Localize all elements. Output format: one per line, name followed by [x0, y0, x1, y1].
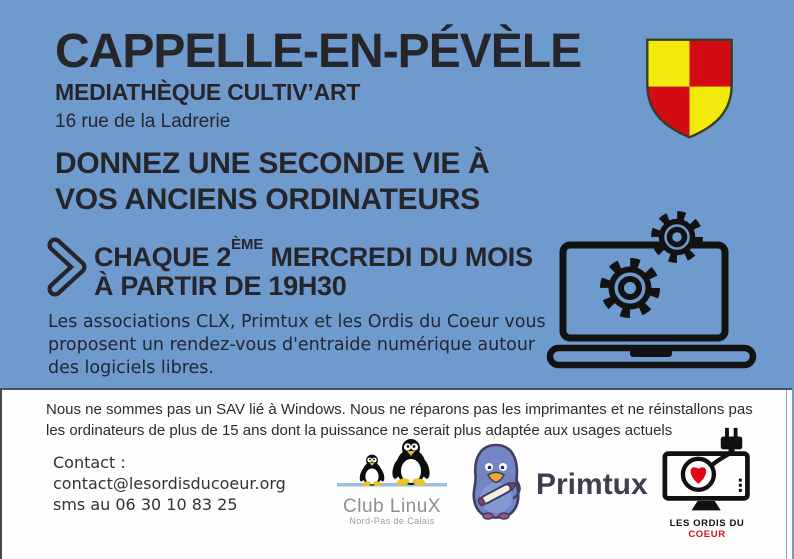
ordis-du-coeur-name: LES ORDIS DU COEUR [669, 518, 745, 540]
gear-small [657, 217, 698, 258]
contact-label: Contact : [53, 453, 126, 472]
primtux-penguin-pencil-icon [464, 442, 528, 520]
quartered-shield-crest-icon [642, 36, 737, 141]
gear-large [606, 264, 654, 312]
monitor-heart-plug-icon [659, 427, 755, 513]
ordis-name-red-part: COEUR [688, 529, 726, 540]
headline [55, 146, 490, 218]
ordis-du-coeur-logo [653, 427, 761, 540]
title-block [55, 26, 581, 134]
footer-section [0, 388, 792, 559]
contact-block [53, 452, 286, 515]
page-title: CAPPELLE-EN-PÉVÈLE [55, 25, 582, 78]
headline-line1: DONNEZ UNE SECONDE VIE À [55, 147, 490, 180]
subtitle: MEDIATHÈQUE CULTIV’ART [55, 79, 361, 105]
chevron-right-icon [46, 236, 88, 298]
intro-paragraph: Les associations CLX, Primtux et les Ordis du Coeur vous proposent un rendez-vous d'entraide numérique autour des logiciels libres. [48, 312, 546, 378]
headline-line2: VOS ANCIENS ORDINATEURS [55, 183, 480, 216]
primtux-name: Primtux [536, 468, 648, 501]
contact-email: contact@lesordisducoeur.org [53, 474, 286, 493]
disclaimer-text: Nous ne sommes pas un SAV lié à Windows. Nous ne réparons pas les imprimantes et ne réinstallons pas les ordinateurs de plus de 15 ans dont la puissance ne serait plus adaptée aux usages actuels [46, 401, 753, 439]
ordinal-superscript: ÈME [231, 236, 264, 253]
address-line: 16 rue de la Ladrerie [55, 111, 231, 132]
contact-sms: sms au 06 30 10 83 25 [53, 495, 238, 514]
tux-penguins-icon [335, 438, 449, 490]
club-linux-name: Club LinuX [343, 496, 441, 517]
club-linux-region: Nord-Pas de Calais [349, 516, 435, 526]
schedule [94, 238, 533, 301]
laptop-with-gears-icon [542, 200, 760, 372]
club-linux-logo [335, 438, 449, 526]
schedule-line1: CHAQUE 2ÈME MERCREDI DU MOIS [94, 236, 533, 272]
primtux-logo [464, 442, 648, 522]
schedule-line2: À PARTIR DE 19H30 [94, 271, 347, 301]
